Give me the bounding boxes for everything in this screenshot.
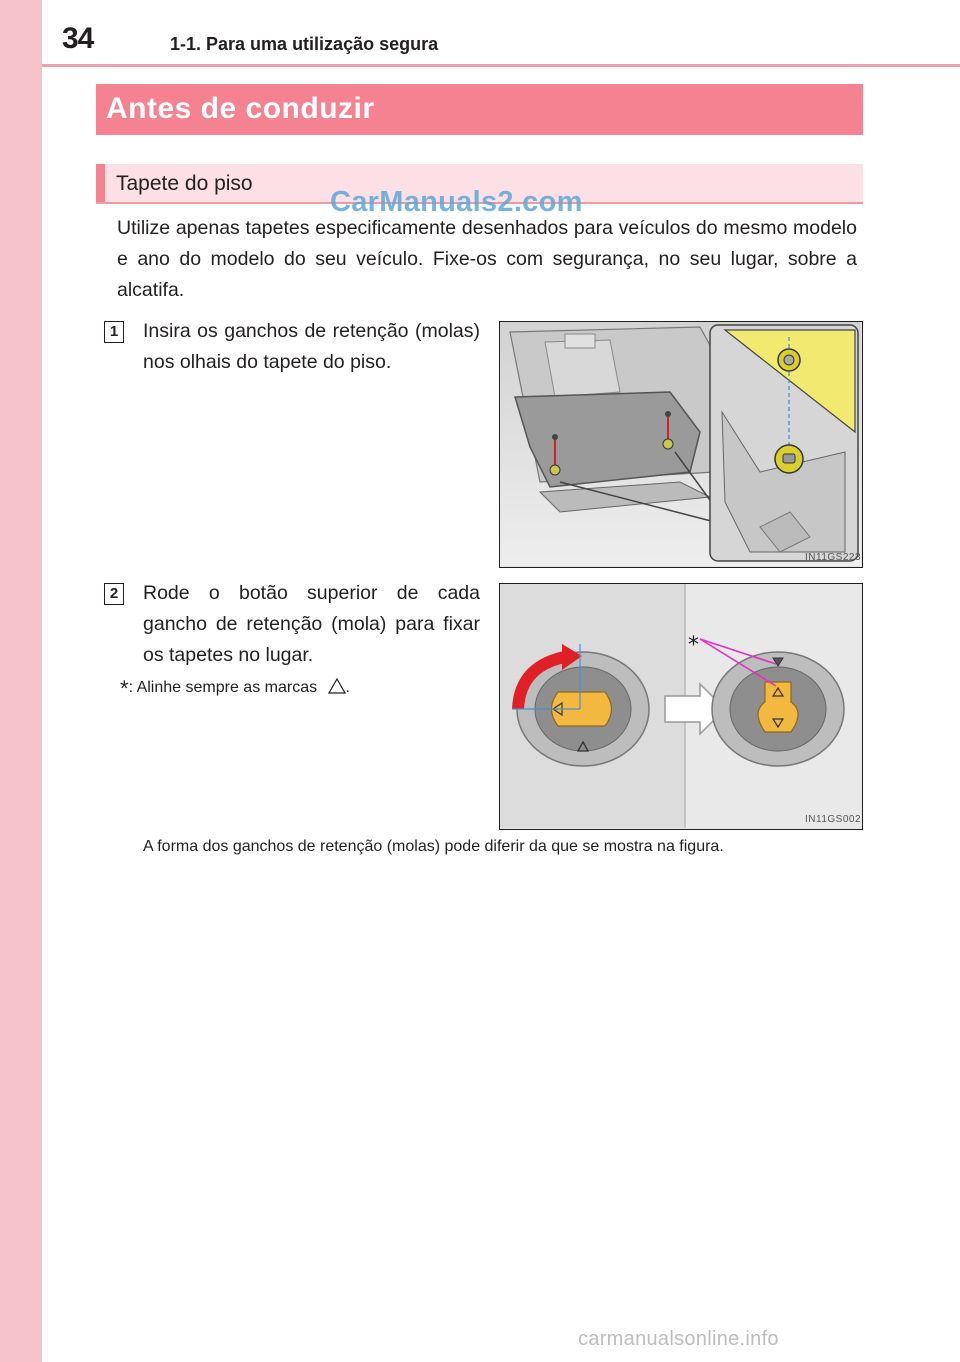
triangle-mark-icon <box>328 678 346 694</box>
figure-caption: A forma dos ganchos de retenção (molas) pode diferir da que se mostra na figura. <box>143 838 724 855</box>
note-marker: * <box>120 676 129 701</box>
retention-hook-illustration <box>500 584 861 828</box>
figure-floor-mat <box>499 321 863 568</box>
floor-mat-illustration <box>500 322 861 566</box>
note-end: . <box>345 679 350 696</box>
figure-star-marker: * <box>688 633 699 658</box>
watermark: CarManuals2.com <box>330 186 583 218</box>
step-2-badge: 2 <box>104 583 124 605</box>
note-separator: : <box>128 679 134 696</box>
step-1-badge: 1 <box>104 321 124 343</box>
figure-1-code: IN11GS223 <box>805 552 862 563</box>
banner-title: Antes de conduzir <box>106 92 375 125</box>
section-title: 1-1. Para uma utilização segura <box>170 34 439 54</box>
step-2-text: Rode o botão superior de cada gancho de retenção (mola) para fixar os tapetes no lugar. <box>143 582 480 666</box>
figure-2-code: IN11GS002 <box>805 814 862 825</box>
subheading-accent <box>96 164 105 202</box>
footer-watermark: carmanualsonline.info <box>578 1328 779 1350</box>
header-divider <box>42 64 960 67</box>
side-strip <box>0 0 42 1362</box>
note-text: Alinhe sempre as marcas <box>136 679 318 696</box>
subheading-title: Tapete do piso <box>116 172 253 195</box>
step-1-text: Insira os ganchos de retenção (molas) nos olhais do tapete do piso. <box>143 320 480 373</box>
section-banner <box>96 84 863 135</box>
intro-paragraph: Utilize apenas tapetes especificamente desenhados para veículos do mesmo modelo e ano do modelo do seu veículo. Fixe-os com segurança, no seu lugar, sobre a alcatifa. <box>117 217 857 301</box>
figure-retention-hook <box>499 583 863 830</box>
page-number: 34 <box>62 22 94 55</box>
note <box>120 676 350 702</box>
